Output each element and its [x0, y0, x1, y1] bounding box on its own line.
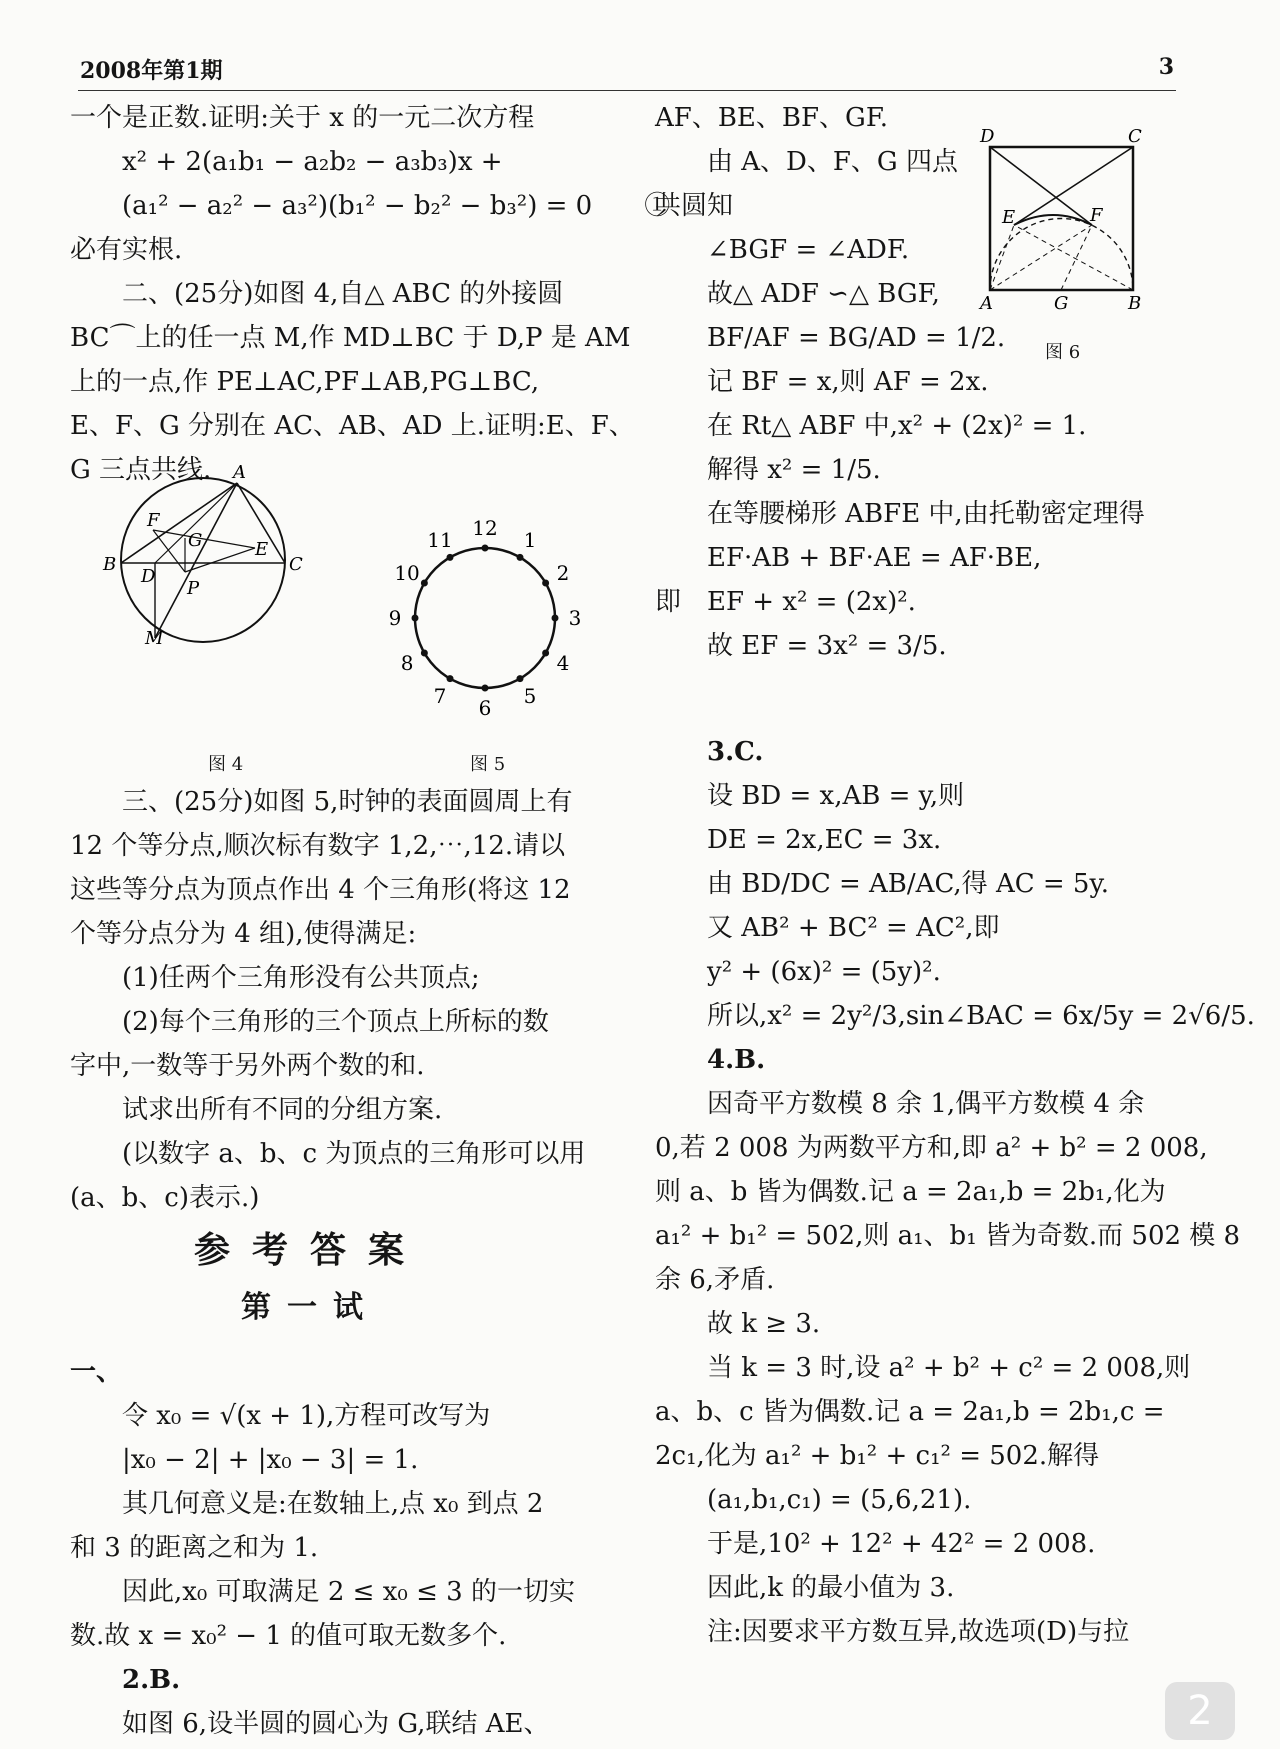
header-rule [78, 90, 1176, 91]
fig6-caption: 图 6 [1045, 342, 1081, 363]
clock-number: 10 [394, 561, 420, 585]
fig6-label: B [1128, 293, 1142, 314]
text-line: 共圆知 [655, 191, 734, 221]
fig4-label: F [147, 510, 160, 531]
text-line: 因此,x₀ 可取满足 2 ≤ x₀ ≤ 3 的一切实 [122, 1577, 575, 1607]
text-line: 在等腰梯形 ABFE 中,由托勒密定理得 [707, 499, 1145, 529]
fig4-label: A [233, 462, 246, 483]
right-column-bottom [655, 730, 1255, 1654]
first-test-heading: 第一试 [241, 1290, 379, 1325]
figure-6 [978, 125, 1158, 315]
text-line: 故 k ≥ 3. [707, 1309, 821, 1339]
clock-number: 12 [472, 516, 498, 540]
fig4-label: P [187, 578, 200, 599]
text-line: E、F、G 分别在 AC、AB、AD 上.证明:E、F、 [70, 411, 635, 441]
text-line: (以数字 a、b、c 为顶点的三角形可以用 [122, 1139, 586, 1169]
clock-number: 4 [556, 651, 570, 675]
page-number: 3 [1158, 54, 1174, 80]
text-line: G 三点共线. [70, 455, 212, 485]
text-line: 字中,一数等于另外两个数的和. [70, 1051, 425, 1081]
equation-line: 解得 x² = 1/5. [707, 455, 881, 485]
text-line: a₁² + b₁² = 502,则 a₁、b₁ 皆为奇数.而 502 模 8 [655, 1221, 1241, 1251]
clock-dot [447, 675, 454, 682]
text-line: AF、BE、BF、GF. [655, 103, 889, 133]
page-badge: 2 [1165, 1682, 1235, 1740]
equation-line: 故 EF = 3x² = 3/5. [707, 631, 947, 661]
clock-dot [447, 554, 454, 561]
fig6-label: F [1090, 205, 1103, 226]
equation-line: DE = 2x,EC = 3x. [707, 825, 942, 855]
fig6-label: E [1002, 207, 1016, 228]
text-line: 其几何意义是:在数轴上,点 x₀ 到点 2 [122, 1489, 544, 1519]
clock-number: 2 [556, 561, 570, 585]
text-line: 则 a、b 皆为偶数.记 a = 2a₁,b = 2b₁,化为 [655, 1177, 1166, 1207]
text-line: 和 3 的距离之和为 1. [70, 1533, 319, 1563]
text-line: 注:因要求平方数互异,故选项(D)与拉 [707, 1617, 1130, 1647]
figure-5 [388, 516, 590, 720]
fig4-label: E [255, 539, 269, 560]
text-line: 个等分点分为 4 组),使得满足: [70, 919, 417, 949]
clock-dot [552, 615, 559, 622]
text-line: 余 6,矛盾. [655, 1265, 775, 1295]
text-line: 当 k = 3 时,设 a² + b² + c² = 2 008,则 [707, 1353, 1191, 1383]
text-line: 必有实根. [70, 235, 183, 265]
text-line: 上的一点,作 PE⊥AC,PF⊥AB,PG⊥BC, [70, 367, 540, 397]
text-line: 数.故 x = x₀² − 1 的值可取无数多个. [70, 1621, 507, 1651]
answer-number: 4.B. [707, 1045, 766, 1075]
text-line: 由 A、D、F、G 四点 [707, 147, 958, 177]
fig4-label: C [289, 554, 303, 575]
clock-dot [517, 554, 524, 561]
equation-line: 所以,x² = 2y²/3,sin∠BAC = 6x/5y = 2√6/5. [707, 1001, 1255, 1031]
text-line: 又 AB² + BC² = AC²,即 [707, 913, 1000, 943]
clock-dot [482, 545, 489, 552]
answer-number: 2.B. [122, 1665, 181, 1695]
fig4-label: G [188, 530, 203, 551]
fig4-caption: 图 4 [208, 754, 244, 775]
clock-dot [542, 650, 549, 657]
clock-dot [482, 685, 489, 692]
clock-number: 3 [568, 606, 582, 630]
equation-line: (a₁,b₁,c₁) = (5,6,21). [707, 1485, 972, 1515]
equation-line: 于是,10² + 12² + 42² = 2 008. [707, 1529, 1096, 1559]
text-line: 12 个等分点,顺次标有数字 1,2,⋯,12.请以 [70, 831, 566, 861]
clock-number: 8 [400, 651, 414, 675]
equation-line: 故△ ADF ∽△ BGF, [707, 279, 940, 309]
issue-label: 2008年第1期 [80, 58, 223, 84]
equation-line: 即 EF + x² = (2x)². [655, 587, 916, 617]
text-line: (2)每个三角形的三个顶点上所标的数 [122, 1007, 549, 1037]
text-line: 设 BD = x,AB = y,则 [707, 781, 965, 811]
text-line: 试求出所有不同的分组方案. [122, 1095, 443, 1125]
text-line: BC⌒上的任一点 M,作 MD⊥BC 于 D,P 是 AM [70, 323, 631, 353]
text-line: 二、(25分)如图 4,自△ ABC 的外接圆 [122, 279, 564, 309]
clock-number: 1 [523, 528, 537, 553]
clock-dot [421, 580, 428, 587]
left-column-problem3 [70, 780, 630, 1746]
text-line: 0,若 2 008 为两数平方和,即 a² + b² = 2 008, [655, 1133, 1208, 1163]
fig4-label: D [141, 566, 156, 587]
clock-dot [542, 580, 549, 587]
clock-number: 5 [523, 683, 537, 708]
text-line: 令 x₀ = √(x + 1),方程可改写为 [122, 1401, 491, 1431]
running-header [80, 54, 1174, 85]
text-line: 在 Rt△ ABF 中,x² + (2x)² = 1. [707, 411, 1087, 441]
equation-line: EF·AB + BF·AE = AF·BE, [707, 543, 1042, 573]
text-line: 记 BF = x,则 AF = 2x. [707, 367, 989, 397]
fig6-label: A [980, 293, 993, 314]
left-column-top [70, 96, 671, 492]
text-line: (a、b、c)表示.) [70, 1183, 260, 1213]
text-line: 因奇平方数模 8 余 1,偶平方数模 4 余 [707, 1089, 1145, 1119]
equation-line: ∠BGF = ∠ADF. [707, 235, 910, 265]
equation-line: y² + (6x)² = (5y)². [707, 957, 941, 987]
equation-line: (a₁² − a₂² − a₃²)(b₁² − b₂² − b₃²) = 0 ① [122, 191, 671, 221]
equation-line: 由 BD/DC = AB/AC,得 AC = 5y. [707, 869, 1109, 899]
clock-number: 11 [427, 528, 453, 553]
section-mark: 一、 [70, 1357, 123, 1387]
fig6-label: C [1128, 126, 1142, 147]
answers-heading: 参考答案 [193, 1229, 426, 1271]
text-line: 三、(25分)如图 5,时钟的表面圆周上有 [122, 787, 573, 817]
fig5-caption: 图 5 [470, 754, 506, 775]
answer-number: 3.C. [707, 737, 764, 767]
clock-dot [421, 650, 428, 657]
fig4-label: B [103, 554, 117, 575]
fig6-label: G [1054, 293, 1069, 314]
fig4-label: M [145, 628, 164, 649]
equation-line: x² + 2(a₁b₁ − a₂b₂ − a₃b₃)x + [122, 147, 503, 177]
text-line: 如图 6,设半圆的圆心为 G,联结 AE、 [122, 1709, 550, 1739]
clock-number: 6 [478, 696, 492, 720]
text-line: (1)任两个三角形没有公共顶点; [122, 963, 480, 993]
clock-dot [412, 615, 419, 622]
equation-line: |x₀ − 2| + |x₀ − 3| = 1. [122, 1445, 419, 1475]
fig6-label: D [980, 126, 995, 147]
text-line: a、b、c 皆为偶数.记 a = 2a₁,b = 2b₁,c = [655, 1397, 1165, 1427]
figure-4 [95, 460, 325, 650]
clock-number: 7 [433, 683, 447, 708]
text-line: 2c₁,化为 a₁² + b₁² + c₁² = 502.解得 [655, 1441, 1100, 1471]
text-line: 这些等分点为顶点作出 4 个三角形(将这 12 [70, 875, 571, 905]
clock-dot [517, 675, 524, 682]
equation-line: BF/AF = BG/AD = 1/2. [707, 323, 1006, 353]
text-line: 一个是正数.证明:关于 x 的一元二次方程 [70, 103, 535, 133]
text-line: 因此,k 的最小值为 3. [707, 1573, 955, 1603]
clock-number: 9 [388, 606, 402, 630]
